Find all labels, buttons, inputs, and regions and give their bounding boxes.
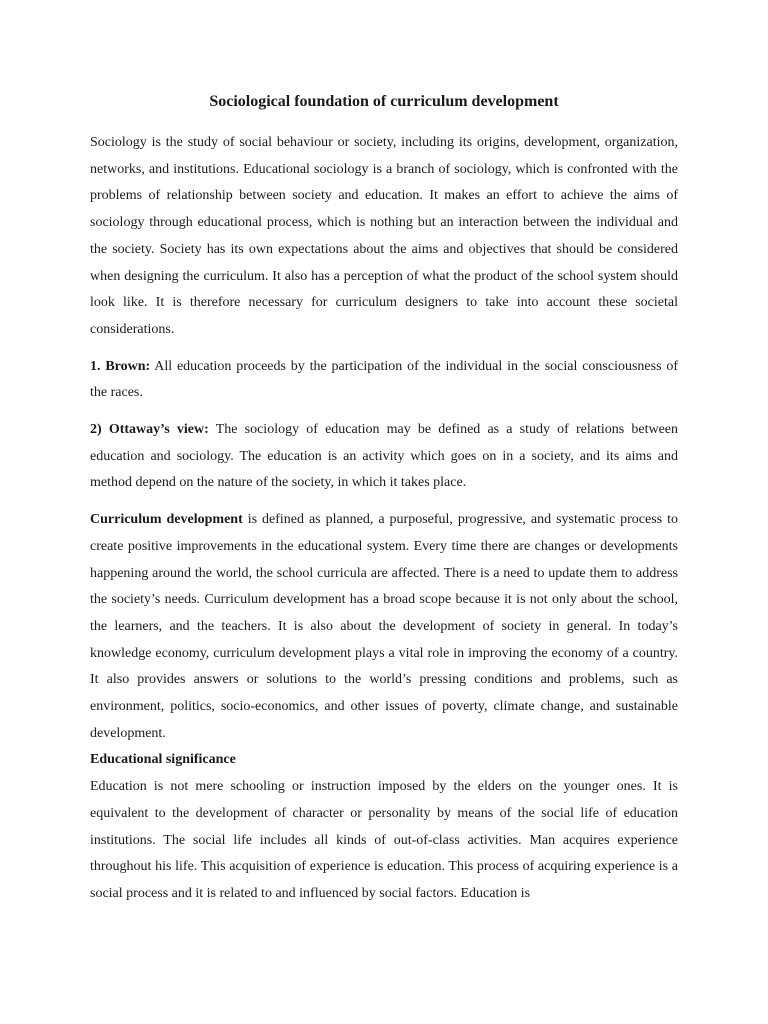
curriculum-paragraph <box>90 507 678 747</box>
curriculum-label: Curriculum development <box>90 512 243 528</box>
brown-text: All education proceeds by the participation of the individual in the social consciousness of the races. <box>90 358 678 401</box>
ottaway-label: 2) Ottaway’s view: <box>90 422 209 438</box>
page-title: Sociological foundation of curriculum development <box>209 93 559 110</box>
brown-label: 1. Brown: <box>90 358 151 374</box>
brown-paragraph <box>90 354 678 407</box>
intro-paragraph: Sociology is the study of social behaviour or society, including its origins, development, organization, networks, and institutions. Educational sociology is a branch of sociology, which is confronted with the problems of relationship between society and education. It makes an effort to achieve the aims of sociology through educational process, which is nothing but an interaction between the individual and the society. Society has its own expectations about the aims and objectives that should be considered when designing the curriculum. It also has a perception of what the product of the school system should look like. It is therefore necessary for curriculum designers to take into account these societal considerations. <box>90 135 678 337</box>
significance-paragraph: Education is not mere schooling or instruction imposed by the elders on the younger ones. It is equivalent to the development of character or personality by means of the social life of education institutions. The social life includes all kinds of out-of-class activities. Man acquires experience throughout his life. This acquisition of experience is education. This process of acquiring experience is a social process and it is related to and influenced by social factors. Education is <box>90 779 678 901</box>
ottaway-paragraph <box>90 417 678 497</box>
significance-heading: Educational significance <box>90 752 236 768</box>
curriculum-text: is defined as planned, a purposeful, progressive, and systematic process to create positive improvements in the educational system. Every time there are changes or developments happening around the world, the school curricula are affected. There is a need to update them to address the society’s needs. Curriculum development has a broad scope because it is not only about the school, the learners, and the teachers. It is also about the development of society in general. In today’s knowledge economy, curriculum development plays a vital role in improving the economy of a country. It also provides answers or solutions to the world’s pressing conditions and problems, such as environment, politics, socio-economics, and other issues of poverty, climate change, and sustainable development. <box>90 512 678 741</box>
ottaway-text: The sociology of education may be defined as a study of relations between education and sociology. The education is an activity which goes on in a society, and its aims and method depend on the nature of the society, in which it takes place. <box>90 422 679 491</box>
